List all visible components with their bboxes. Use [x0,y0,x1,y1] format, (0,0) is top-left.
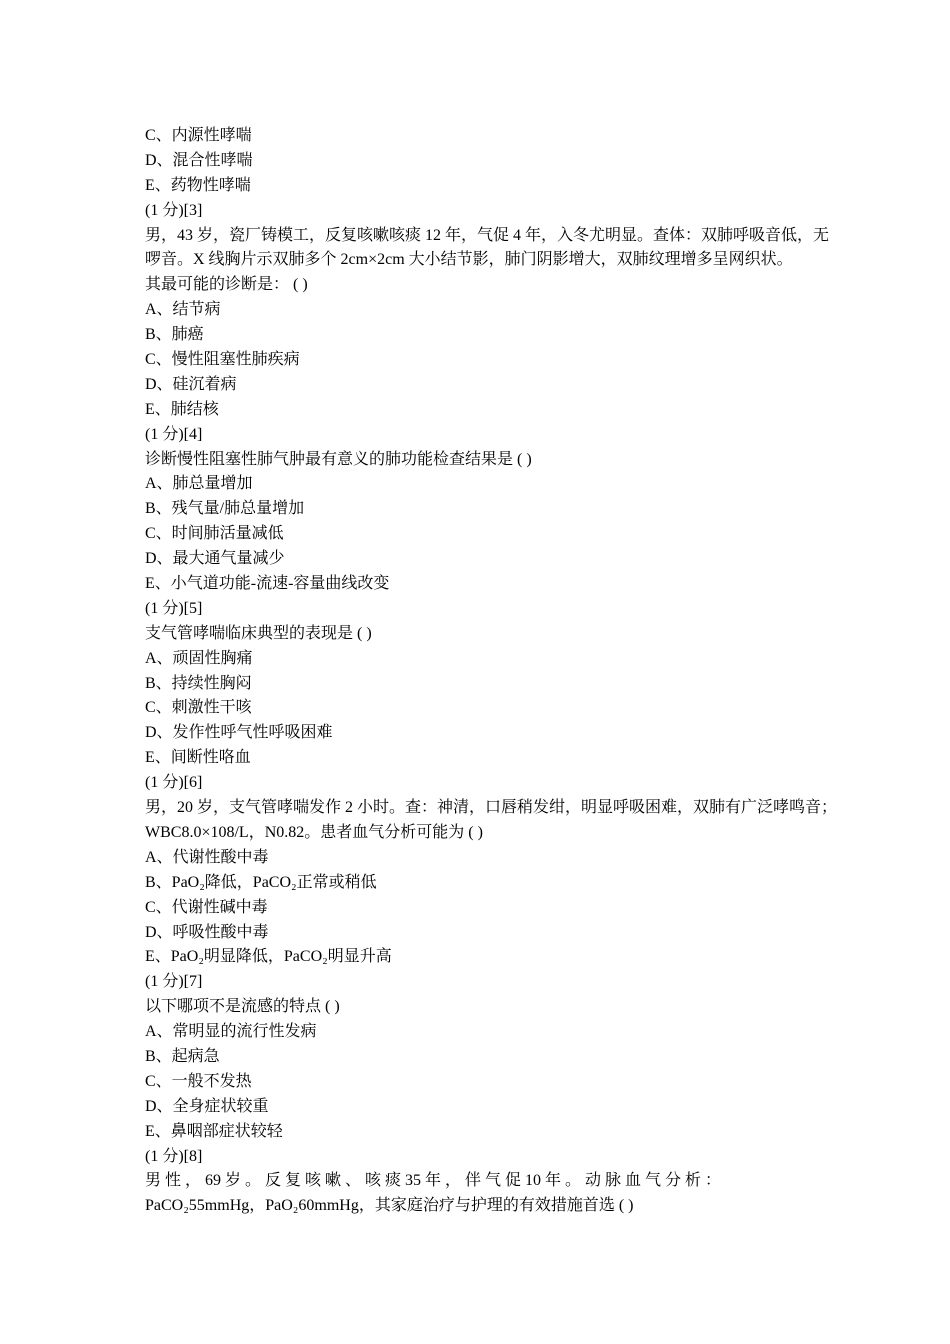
option-d: D、硅沉着病 [145,375,237,393]
option-e: E、小气道功能-流速-容量曲线改变 [145,575,390,593]
option-e: E、间断性咯血 [145,749,251,767]
option-b: B、起病急 [145,1047,220,1065]
option-c: C、一般不发热 [145,1072,252,1090]
option-a: A、肺总量增加 [145,475,253,493]
option-b: B、肺癌 [145,326,204,344]
question-stem: 男 性 ， 69 岁 。 反 复 咳 嗽 、 咳 痰 35 年 ， 伴 气 促 10 年 。 动 脉 血 气 分 析 ： [145,1172,722,1190]
question-stem: 以下哪项不是流感的特点 ( ) [145,998,340,1016]
option-e: E、PaO₂明显降低，PaCO₂明显升高 [145,948,392,966]
option-e: E、肺结核 [145,400,219,418]
option-e: E、鼻咽部症状较轻 [145,1122,283,1140]
option-c: C、慢性阻塞性肺疾病 [145,351,300,369]
option-c: C、时间肺活量减低 [145,525,284,543]
question-stem: 其最可能的诊断是： ( ) [145,276,308,294]
option-b: B、残气量/肺总量增加 [145,500,305,518]
option-c: C、刺激性干咳 [145,699,252,717]
option-a: A、顽固性胸痛 [145,649,253,667]
option-d: D、呼吸性酸中毒 [145,923,269,941]
option-b: B、持续性胸闷 [145,674,252,692]
option-d: D、发作性呼气性呼吸困难 [145,724,333,742]
option-e: E、药物性哮喘 [145,176,251,194]
option-c: C、代谢性碱中毒 [145,898,268,916]
question-header: (1 分)[8] [145,1147,203,1165]
option-d: D、混合性哮喘 [145,151,253,169]
question-stem: 支气管哮喘临床典型的表现是 ( ) [145,624,372,642]
option-a: A、代谢性酸中毒 [145,848,269,866]
question-stem: PaCO₂55mmHg，PaO₂60mmHg，其家庭治疗与护理的有效措施首选 ( ) [145,1197,634,1215]
question-stem: 诊断慢性阻塞性肺气肿最有意义的肺功能检查结果是 ( ) [145,450,532,468]
option-a: A、结节病 [145,301,221,319]
option-a: A、常明显的流行性发病 [145,1023,317,1041]
question-header: (1 分)[4] [145,425,203,443]
question-header: (1 分)[5] [145,599,203,617]
question-header: (1 分)[6] [145,774,203,792]
question-stem: 男，43 岁，瓷厂铸模工，反复咳嗽咳痰 12 年，气促 4 年，入冬尤明显。查体：双肺呼吸音低，无 [145,226,830,244]
question-stem: 啰音。X 线胸片示双肺多个 2cm×2cm 大小结节影，肺门阴影增大，双肺纹理增多呈网织状。 [145,251,793,269]
option-b: B、PaO₂降低，PaCO₂正常或稍低 [145,873,377,891]
question-stem: WBC8.0×108/L，N0.82。患者血气分析可能为 ( ) [145,823,483,841]
document-body [145,124,838,1219]
option-d: D、全身症状较重 [145,1097,269,1115]
question-header: (1 分)[7] [145,973,203,991]
option-d: D、最大通气量减少 [145,550,285,568]
option-c: C、内源性哮喘 [145,127,252,144]
question-header: (1 分)[3] [145,201,203,219]
question-stem: 男，20 岁，支气管哮喘发作 2 小时。查：神清，口唇稍发绀，明显呼吸困难，双肺有广泛哮鸣音； [145,799,838,817]
